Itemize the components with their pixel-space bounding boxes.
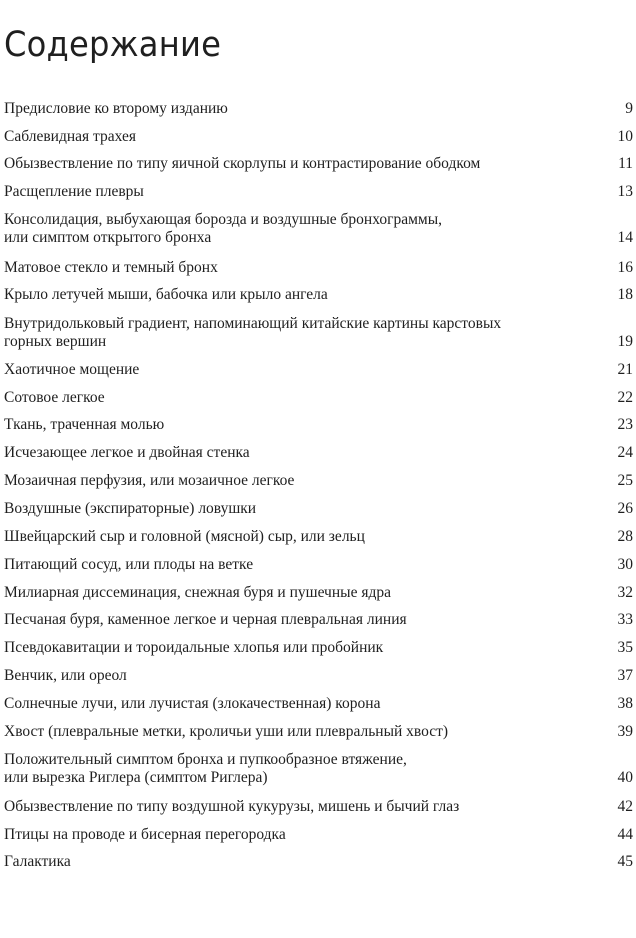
toc-page-number: 32 <box>617 584 633 601</box>
toc-entry-title: Предисловие ко второму изданию <box>4 100 228 117</box>
toc-page-number: 45 <box>617 853 633 870</box>
toc-page-number: 42 <box>617 798 633 815</box>
toc-entry <box>4 416 636 434</box>
toc-entry-title: Галактика <box>4 853 71 870</box>
toc-entry <box>4 853 636 871</box>
toc-page-number: 21 <box>617 361 633 378</box>
toc-entry-title: или вырезка Риглера (симптом Риглера) <box>4 769 268 786</box>
toc-entry-title: Положительный симптом бронха и пупкообразное втяжение, <box>4 751 407 768</box>
toc-entry-title: Швейцарский сыр и головной (мясной) сыр, или зельц <box>4 528 365 545</box>
toc-entry <box>4 528 636 546</box>
toc-page-number: 23 <box>617 416 633 433</box>
toc-entry-title: Крыло летучей мыши, бабочка или крыло ангела <box>4 286 328 303</box>
toc-entry <box>4 500 636 518</box>
toc-page-number: 19 <box>617 333 633 350</box>
toc-page-number: 18 <box>617 286 633 303</box>
toc-entry <box>4 286 636 304</box>
toc-page-number: 16 <box>617 259 633 276</box>
toc-entry <box>4 639 636 657</box>
toc-entry <box>4 361 636 379</box>
toc-page-number: 10 <box>617 128 633 145</box>
toc-entry-title: Матовое стекло и темный бронх <box>4 259 218 276</box>
toc-page-number: 33 <box>617 611 633 628</box>
toc-entry-title: Мозаичная перфузия, или мозаичное легкое <box>4 472 295 489</box>
toc-page-number: 40 <box>617 769 633 786</box>
toc-entry <box>4 798 636 816</box>
toc-entry <box>4 128 636 146</box>
toc-page-number: 38 <box>617 695 633 712</box>
toc-entry <box>4 211 636 247</box>
toc-entry <box>4 723 636 741</box>
toc-entry <box>4 826 636 844</box>
toc-entry <box>4 259 636 277</box>
toc-page-number: 22 <box>617 389 633 406</box>
toc-entry-title: Птицы на проводе и бисерная перегородка <box>4 826 286 843</box>
toc-entry-title: Милиарная диссеминация, снежная буря и пушечные ядра <box>4 584 391 601</box>
toc-entry-title: Консолидация, выбухающая борозда и воздушные бронхограммы, <box>4 211 443 228</box>
toc-page-number: 28 <box>617 528 633 545</box>
toc-entry-title: Венчик, или ореол <box>4 667 127 684</box>
toc-entry-title: Обызвествление по типу яичной скорлупы и контрастирование ободком <box>4 155 481 172</box>
toc-entry-title: горных вершин <box>4 333 107 350</box>
toc-entry-title: Расщепление плевры <box>4 183 144 200</box>
toc-page-number: 35 <box>617 639 633 656</box>
toc-entry <box>4 444 636 462</box>
toc-entry-title: Песчаная буря, каменное легкое и черная плевральная линия <box>4 611 407 628</box>
toc-entry-title: Сотовое легкое <box>4 389 105 406</box>
toc-page-number: 14 <box>617 229 633 246</box>
toc-entry-title: Исчезающее легкое и двойная стенка <box>4 444 250 461</box>
toc-entry <box>4 667 636 685</box>
toc-entry <box>4 472 636 490</box>
toc-entry <box>4 183 636 201</box>
toc-entry <box>4 556 636 574</box>
toc-page-number: 30 <box>617 556 633 573</box>
toc-page-number: 25 <box>617 472 633 489</box>
toc-entry <box>4 695 636 713</box>
toc-page-number: 26 <box>617 500 633 517</box>
toc-entry <box>4 751 636 787</box>
toc-entry <box>4 315 636 351</box>
toc-entry-title: Псевдокавитации и тороидальные хлопья или пробойник <box>4 639 384 656</box>
toc-entry <box>4 611 636 629</box>
toc-page-number: 11 <box>618 155 633 172</box>
toc-entry-title: Внутридольковый градиент, напоминающий китайские картины карстовых <box>4 315 502 332</box>
toc-entry <box>4 389 636 407</box>
toc-page-number: 37 <box>617 667 633 684</box>
toc-page-number: 9 <box>625 100 633 117</box>
toc-entry-title: Солнечные лучи, или лучистая (злокачественная) корона <box>4 695 381 712</box>
toc-entry-title: Ткань, траченная молью <box>4 416 165 433</box>
toc-page-number: 13 <box>617 183 633 200</box>
toc-page-number: 24 <box>617 444 633 461</box>
toc-entry <box>4 584 636 602</box>
toc-entry-title: Хаотичное мощение <box>4 361 140 378</box>
toc-entry <box>4 155 636 173</box>
toc-entry-title: Обызвествление по типу воздушной кукурузы, мишень и бычий глаз <box>4 798 460 815</box>
toc-page-number: 44 <box>617 826 633 843</box>
toc-entry-title: Хвост (плевральные метки, кроличьи уши или плевральный хвост) <box>4 723 449 740</box>
toc-entry-title: Саблевидная трахея <box>4 128 136 145</box>
toc-page-number: 39 <box>617 723 633 740</box>
toc-entry-title: Питающий сосуд, или плоды на ветке <box>4 556 254 573</box>
page-title: Содержание <box>4 25 222 66</box>
toc-entry-title: или симптом открытого бронха <box>4 229 212 246</box>
toc-entry <box>4 100 636 118</box>
toc-entry-title: Воздушные (экспираторные) ловушки <box>4 500 257 517</box>
